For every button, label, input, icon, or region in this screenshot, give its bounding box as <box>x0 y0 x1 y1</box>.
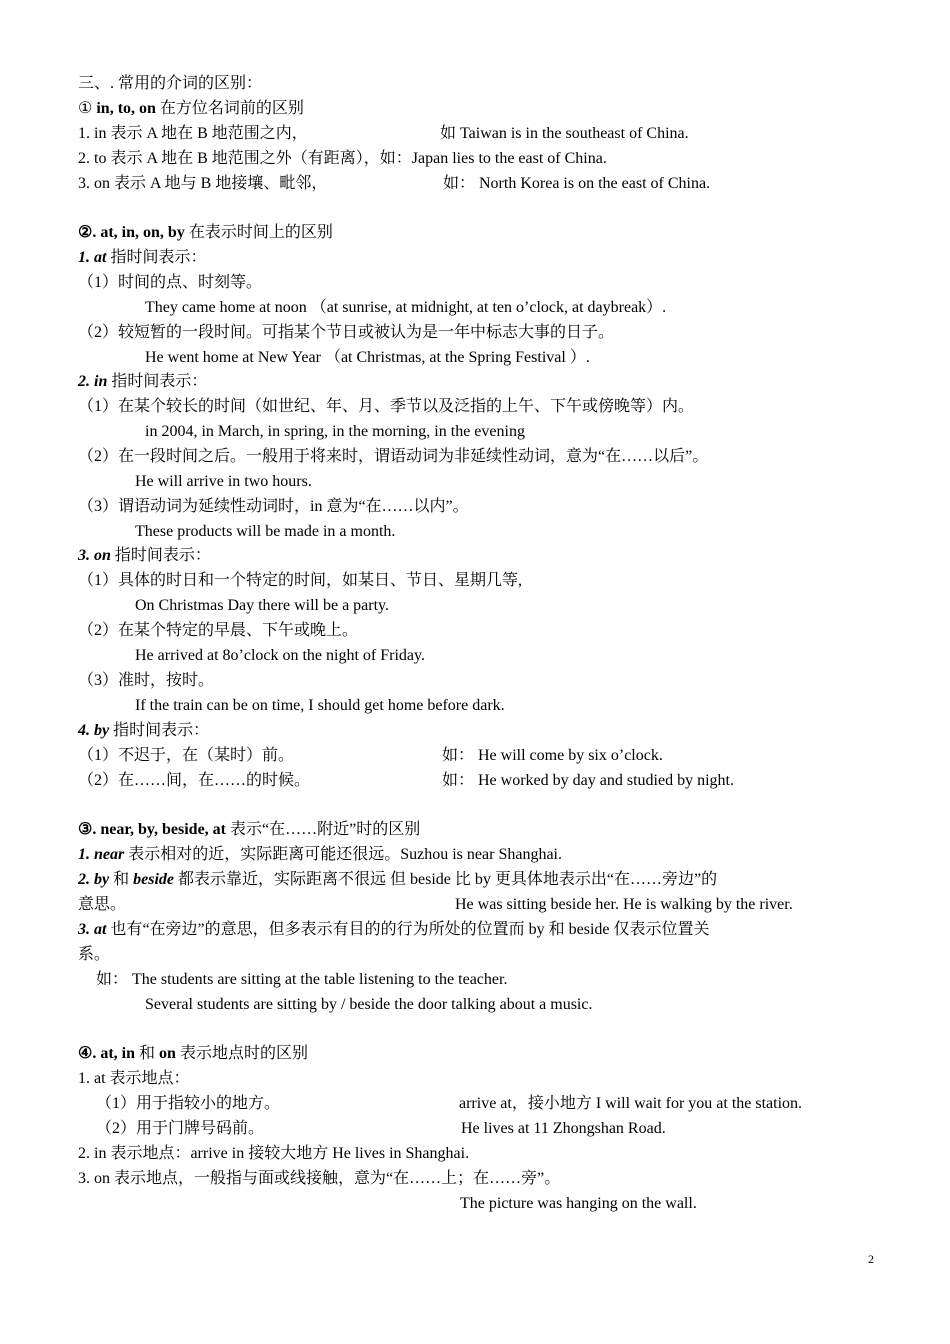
text-line <box>460 1194 697 1214</box>
text-line <box>135 472 312 492</box>
text-line <box>78 397 694 417</box>
text-line <box>78 1069 190 1089</box>
text-line <box>78 273 262 293</box>
text-line <box>78 945 110 965</box>
text-line <box>78 174 327 194</box>
text-segment: Several students are sitting by / beside the door talking about a music. <box>145 996 593 1013</box>
text-segment: 都表示靠近，实际距离不很远 但 beside 比 by 更具体地表示出“在……旁边”的 <box>174 871 718 888</box>
text-line <box>78 149 607 169</box>
text-segment: They came home at noon （at sunrise, at midnight, at ten o’clock, at daybreak）. <box>145 299 667 316</box>
text-segment: beside <box>133 871 174 888</box>
text-line <box>96 970 507 990</box>
text-line <box>78 870 717 890</box>
text-line <box>78 746 294 766</box>
text-segment: 1. near <box>78 846 125 863</box>
text-segment: （3）谓语动词为延续性动词时，in 意为“在……以内”。 <box>78 498 469 515</box>
text-segment: He was sitting beside her. He is walking by the river. <box>455 896 793 913</box>
text-line <box>78 895 126 915</box>
text-segment: 意思。 <box>78 896 127 913</box>
text-segment: （2）用于门牌号码前。 <box>96 1120 265 1137</box>
text-segment: （1）用于指较小的地方。 <box>96 1095 281 1112</box>
text-segment: 2. by <box>78 871 110 888</box>
text-segment: 4. by <box>78 722 110 739</box>
text-line <box>78 447 708 467</box>
text-segment: He went home at New Year （at Christmas, at the Spring Festival ）. <box>145 349 590 366</box>
page-number: 2 <box>868 1252 874 1266</box>
text-line <box>78 721 209 741</box>
text-segment: 也有“在旁边”的意思，但多表示有目的的行为所处的位置而 by 和 beside 仅表示位置关 <box>106 921 710 938</box>
text-segment: 1. at <box>78 249 107 266</box>
text-line <box>78 223 333 243</box>
text-segment: （1）时间的点、时刻等。 <box>78 274 263 291</box>
text-segment: 在方位名词前的区别 <box>155 100 304 117</box>
text-segment: 1. at 表示地点： <box>78 1070 190 1087</box>
text-line <box>78 820 420 840</box>
text-segment: 3. at <box>78 921 107 938</box>
text-line <box>78 74 262 94</box>
text-segment: ① <box>78 100 97 117</box>
text-line <box>443 174 710 194</box>
text-segment: （2）在某个特定的早晨、下午或晚上。 <box>78 622 359 639</box>
text-line <box>135 646 425 666</box>
text-line <box>78 845 562 865</box>
text-segment: （1）具体的时日和一个特定的时间，如某日、节日、星期几等, <box>78 572 523 589</box>
text-line <box>78 248 206 268</box>
text-segment: 三、. 常用的介词的区别： <box>78 75 263 92</box>
text-segment: （1）在某个较长的时间（如世纪、年、月、季节以及泛指的上午、下午或傍晚等）内。 <box>78 398 695 415</box>
text-segment: He lives at 11 Zhongshan Road. <box>461 1120 666 1137</box>
text-line <box>78 571 522 591</box>
text-segment: 在表示时间上的区别 <box>184 224 333 241</box>
text-segment: （1）不迟于，在（某时）前。 <box>78 747 295 764</box>
text-line <box>461 1119 666 1139</box>
text-line <box>78 920 710 940</box>
text-line <box>455 895 793 915</box>
text-line <box>442 746 663 766</box>
text-line <box>78 372 207 392</box>
text-segment: （2）在……间，在……的时候。 <box>78 772 311 789</box>
text-segment: （2）较短暂的一段时间。可指某个节日或被认为是一年中标志大事的日子。 <box>78 324 615 341</box>
text-line <box>135 596 389 616</box>
text-segment: On Christmas Day there will be a party. <box>135 597 390 614</box>
text-line <box>78 671 214 691</box>
text-segment: 2. to 表示 A 地在 B 地范围之外（有距离），如：Japan lies to the east of China. <box>78 150 607 167</box>
text-segment: in 2004, in March, in spring, in the morning, in the evening <box>145 423 525 440</box>
text-line <box>78 1169 560 1189</box>
text-line <box>135 522 395 542</box>
text-line <box>78 323 614 343</box>
text-line <box>145 348 590 368</box>
text-segment: ④. at, in <box>78 1045 136 1062</box>
text-segment: （3）准时，按时。 <box>78 672 215 689</box>
text-segment: 1. in 表示 A 地在 B 地范围之内， <box>78 125 308 142</box>
text-line <box>78 771 310 791</box>
text-line <box>145 298 666 318</box>
text-segment: 和 <box>135 1045 160 1062</box>
text-line <box>135 696 505 716</box>
text-line <box>96 1119 264 1139</box>
text-segment: 3. on <box>78 547 111 564</box>
text-segment: 3. on 表示地点，一般指与面或线接触，意为“在……上；在……旁”。 <box>78 1170 561 1187</box>
text-segment: If the train can be on time, I should get home before dark. <box>135 697 505 714</box>
text-line <box>145 422 525 442</box>
text-segment: 表示地点时的区别 <box>175 1045 308 1062</box>
text-line <box>442 771 734 791</box>
text-segment: He will arrive in two hours. <box>135 473 312 490</box>
text-segment: 如 Taiwan is in the southeast of China. <box>440 125 689 142</box>
text-segment: 如： North Korea is on the east of China. <box>443 175 711 192</box>
text-segment: arrive at，接小地方 I will wait for you at the station. <box>459 1095 803 1112</box>
text-segment: 3. on 表示 A 地与 B 地接壤、毗邻， <box>78 175 328 192</box>
text-segment: He arrived at 8o’clock on the night of Friday. <box>135 647 425 664</box>
text-line <box>78 99 304 119</box>
text-segment: 如： He worked by day and studied by night. <box>442 772 734 789</box>
text-segment: 2. in <box>78 373 108 390</box>
text-segment: 指时间表示： <box>107 373 208 390</box>
text-line <box>78 497 469 517</box>
text-segment: ③. near, by, beside, at <box>78 821 226 838</box>
text-line <box>78 546 211 566</box>
text-segment: ②. at, in, on, by <box>78 224 185 241</box>
text-segment: 和 <box>109 871 134 888</box>
text-line <box>78 1144 469 1164</box>
text-segment: 系。 <box>78 946 111 963</box>
text-segment: 如： He will come by six o’clock. <box>442 747 663 764</box>
text-segment: 指时间表示： <box>109 722 210 739</box>
text-segment: 指时间表示： <box>110 547 211 564</box>
text-segment: 表示“在……附近”时的区别 <box>226 821 421 838</box>
text-line <box>78 621 358 641</box>
text-line <box>459 1094 802 1114</box>
text-line <box>78 1044 308 1064</box>
text-line <box>96 1094 280 1114</box>
text-segment: on <box>159 1045 176 1062</box>
text-segment: （2）在一段时间之后。一般用于将来时，谓语动词为非延续性动词，意为“在……以后”。 <box>78 448 709 465</box>
text-segment: 指时间表示： <box>106 249 207 266</box>
text-segment: The picture was hanging on the wall. <box>460 1195 697 1212</box>
text-segment: 表示相对的近，实际距离可能还很远。Suzhou is near Shanghai. <box>124 846 562 863</box>
text-segment: 如： The students are sitting at the table listening to the teacher. <box>96 971 508 988</box>
text-segment: These products will be made in a month. <box>135 523 396 540</box>
text-line <box>78 124 308 144</box>
text-segment: 2. in 表示地点：arrive in 接较大地方 He lives in Shanghai. <box>78 1145 470 1162</box>
text-line <box>440 124 689 144</box>
text-line <box>145 995 592 1015</box>
text-segment: in, to, on <box>96 100 156 117</box>
